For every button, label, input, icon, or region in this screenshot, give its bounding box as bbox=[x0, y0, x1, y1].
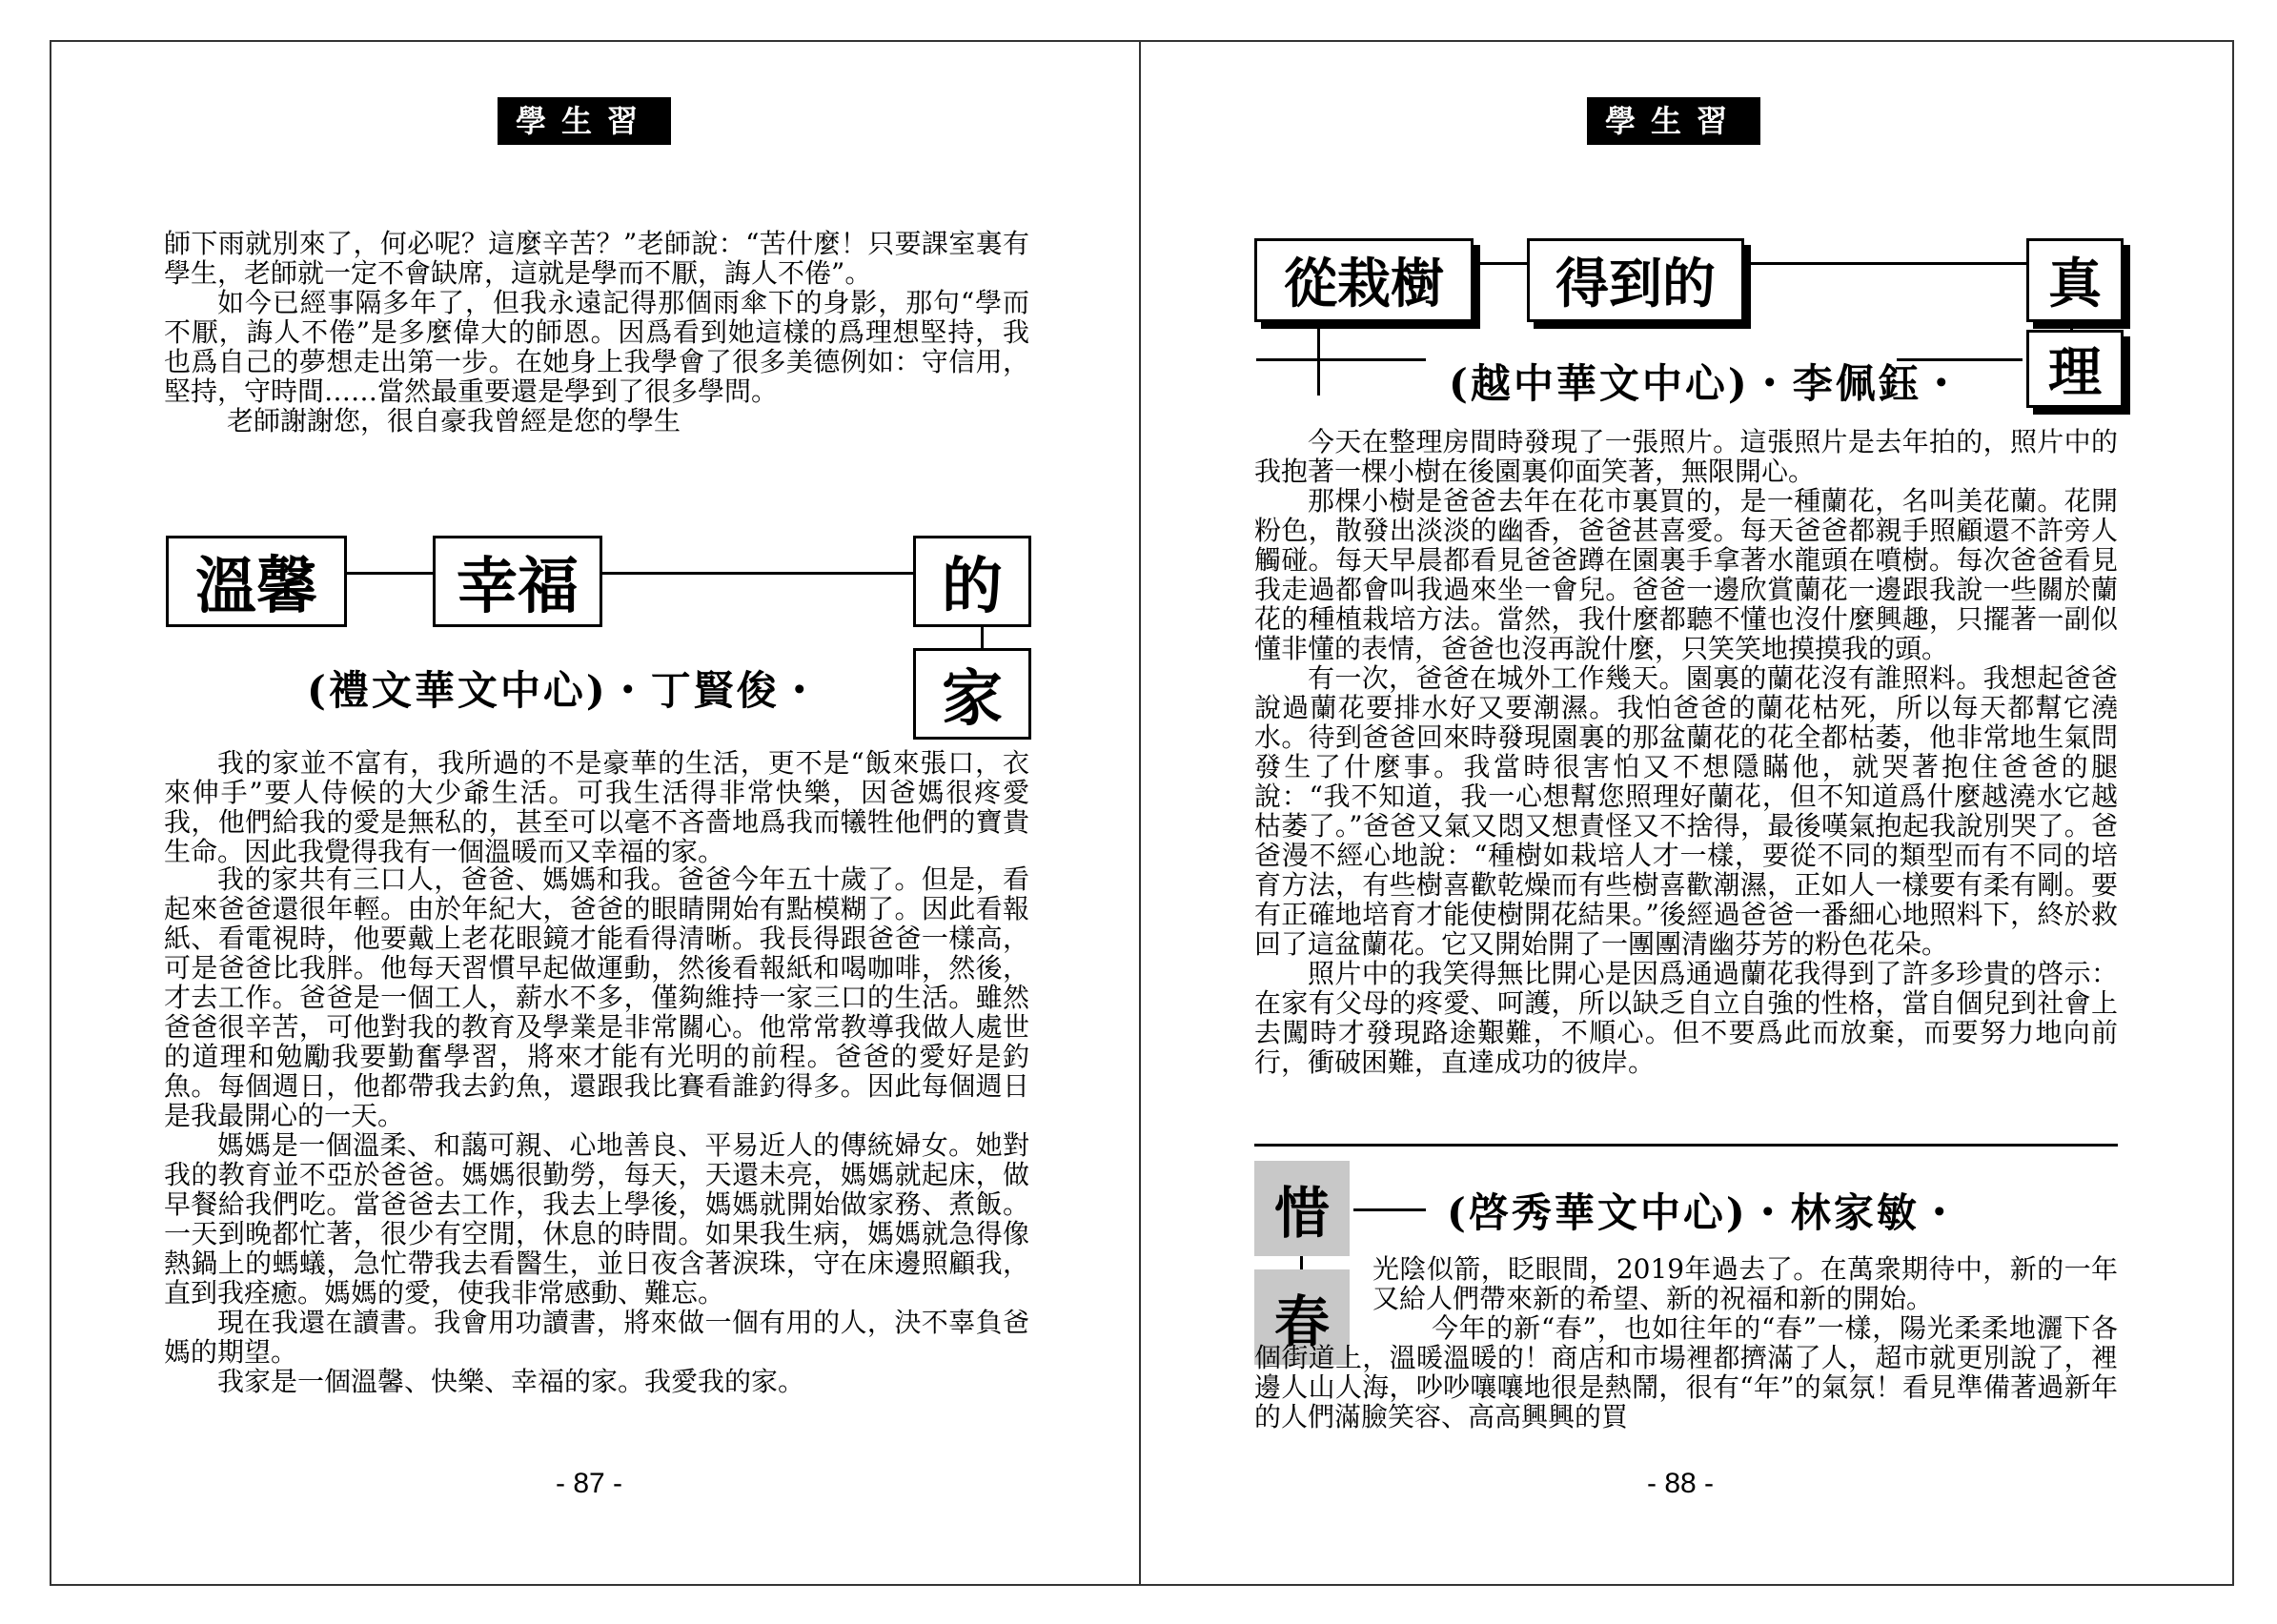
byline: (啓秀華文中心)・林家敏・ bbox=[1447, 1189, 1962, 1236]
section-divider bbox=[1254, 1144, 2118, 1147]
title-connector bbox=[343, 572, 435, 575]
article-text-top bbox=[1372, 1254, 2118, 1313]
title-box-2: 春 bbox=[1254, 1269, 1350, 1365]
title-box-2: 得到的 bbox=[1527, 238, 1744, 322]
paragraph: 如今已經事隔多年了，但我永遠記得那個雨傘下的身影，那句“學而不厭，誨人不倦”是多麼偉大的師恩。因爲看到她這樣的爲理想堅持，我也爲自己的夢想走出第一步。在她身上我學會了很多美德例如：守信用，堅持，守時間……當然最重要還是學到了很多學問。 bbox=[164, 287, 1029, 407]
paragraph: 師下雨就別來了，何必呢？這麼辛苦？”老師說：“苦什麼！只要課室裏有學生，老師就一定不會缺席，這就是學而不厭，誨人不倦”。 bbox=[164, 228, 1029, 289]
title-box-1: 惜 bbox=[1254, 1161, 1350, 1256]
paragraph: 我的家共有三口人，爸爸、媽媽和我。爸爸今年五十歲了。但是，看起來爸爸還很年輕。由於年紀大，爸爸的眼睛開始有點模糊了。因此看報紙、看電視時，他要戴上老花眼鏡才能看得清晰。我長得跟爸爸一樣高，可是爸爸比我胖。他每天習慣早起做運動，然後看報紙和喝咖啡，然後，才去工作。爸爸是一個工人，薪水不多，僅夠維持一家三口的生活。雖然爸爸很辛苦，可他對我的教育及學業是非常關心。他常常教導我做人處世的道理和勉勵我要勤奮學習，將來才能有光明的前程。爸爸的愛好是釣魚。每個週日，他都帶我去釣魚，還跟我比賽看誰釣得多。因此每個週日是我最開心的一天。 bbox=[164, 863, 1029, 1131]
title-connector bbox=[1256, 358, 1426, 361]
title-box-3: 的 bbox=[913, 536, 1031, 627]
title-box-4: 理 bbox=[2026, 330, 2124, 408]
title-connector bbox=[1317, 319, 1320, 396]
title-connector bbox=[1470, 262, 1527, 265]
header-badge: 學生習作 bbox=[498, 97, 671, 145]
title-box-1: 溫馨 bbox=[166, 536, 347, 627]
title-connector bbox=[1353, 1208, 1426, 1211]
article-text-bottom bbox=[1254, 1313, 2118, 1431]
paragraph: 照片中的我笑得無比開心是因爲通過蘭花我得到了許多珍貴的啓示：在家有父母的疼愛、呵護，所以缺乏自立自強的性格，當自個兒到社會上去闖時才發現路途艱難，不順心。但不要爲此而放棄，而要努力地向前行，衝破困難，直達成功的彼岸。 bbox=[1254, 958, 2118, 1078]
page-number: - 88 - bbox=[1647, 1468, 1715, 1499]
article-text bbox=[1254, 427, 2118, 1077]
article-text bbox=[164, 748, 1029, 1396]
byline: (禮文華文中心)・丁賢俊・ bbox=[307, 667, 823, 714]
book-spine bbox=[1139, 40, 1141, 1584]
paragraph: 今年的新“春”，也如往年的“春”一樣，陽光柔柔地灑下各個街道上，溫暖溫暖的！商店和市場裡都擠滿了人，超市就更別說了，裡邊人山人海，吵吵嚷嚷地很是熱鬧，很有“年”的氣氛！看見準備著過新年的人們滿臉笑容、高高興興的買 bbox=[1254, 1312, 2118, 1432]
paragraph: 有一次，爸爸在城外工作幾天。園裏的蘭花沒有誰照料。我想起爸爸說過蘭花要排水好又要潮濕。我怕爸爸的蘭花枯死，所以每天都幫它澆水。待到爸爸回來時發現園裏的那盆蘭花的花全都枯萎，他非常地生氣問發生了什麼事。我當時很害怕又不想隱瞞他，就哭著抱住爸爸的腿說：“我不知道，我一心想幫您照理好蘭花，但不知道爲什麼越澆水它越枯萎了。”爸爸又氣又悶又想責怪又不捨得，最後嘆氣抱起我說別哭了。爸爸漫不經心地說：“種樹如栽培人才一樣，要從不同的類型而有不同的培育方法，有些樹喜歡乾燥而有些樹喜歡潮濕，正如人一樣要有柔有剛。要有正確地培育才能使樹開花結果。”後經過爸爸一番細心地照料下，終於救回了這盆蘭花。它又開始開了一團團清幽芬芳的粉色花朵。 bbox=[1254, 662, 2118, 960]
continuation-text bbox=[164, 229, 1029, 436]
paragraph: 老師謝謝您，很自豪我曾經是您的學生 bbox=[227, 405, 681, 436]
header-badge: 學生習作 bbox=[1587, 97, 1760, 145]
paragraph: 光陰似箭，眨眼間，2019年過去了。在萬衆期待中，新的一年又給人們帶來新的希望、新的祝福和新的開始。 bbox=[1372, 1253, 2118, 1314]
paragraph: 現在我還在讀書。我會用功讀書，將來做一個有用的人，決不辜負爸媽的期望。 bbox=[164, 1307, 1029, 1368]
title-connector bbox=[1740, 262, 2026, 265]
title-connector bbox=[599, 572, 913, 575]
title-connector bbox=[1300, 1256, 1303, 1269]
paragraph: 我的家並不富有，我所過的不是豪華的生活，更不是“飯來張口，衣來伸手”要人侍候的大少爺生活。可我生活得非常快樂，因爸媽很疼愛我，他們給我的愛是無私的，甚至可以毫不吝嗇地爲我而犧牲他們的寶貴生命。因此我覺得我有一個溫暖而又幸福的家。 bbox=[164, 747, 1029, 867]
title-box-2: 幸福 bbox=[433, 536, 602, 627]
paragraph: 我家是一個溫馨、快樂、幸福的家。我愛我的家。 bbox=[217, 1366, 805, 1397]
paragraph: 媽媽是一個溫柔、和藹可親、心地善良、平易近人的傳統婦女。她對我的教育並不亞於爸爸。媽媽很勤勞，每天，天還未亮，媽媽就起床，做早餐給我們吃。當爸爸去工作，我去上學後，媽媽就開始做家務、煮飯。一天到晚都忙著，很少有空閒，休息的時間。如果我生病，媽媽就急得像熱鍋上的螞蟻，急忙帶我去看醫生，並日夜含著淚珠，守在床邊照顧我，直到我痊癒。媽媽的愛，使我非常感動、難忘。 bbox=[164, 1129, 1029, 1309]
paragraph: 那棵小樹是爸爸去年在花市裏買的，是一種蘭花，名叫美花蘭。花開粉色，散發出淡淡的幽香，爸爸甚喜愛。每天爸爸都親手照顧還不許旁人觸碰。每天早晨都看見爸爸蹲在園裏手拿著水龍頭在噴樹。每次爸爸看見我走過都會叫我過來坐一會兒。爸爸一邊欣賞蘭花一邊跟我說一些關於蘭花的種植栽培方法。當然，我什麼都聽不懂也沒什麼興趣，只擺著一副似懂非懂的表情，爸爸也沒再說什麼，只笑笑地摸摸我的頭。 bbox=[1254, 485, 2118, 664]
byline: (越中華文中心)・李佩鈺・ bbox=[1449, 360, 1964, 407]
title-box-1: 從栽樹 bbox=[1254, 238, 1474, 322]
page-number: - 87 - bbox=[556, 1468, 623, 1499]
paragraph: 今天在整理房間時發現了一張照片。這張照片是去年拍的，照片中的我抱著一棵小樹在後園裏仰面笑著，無限開心。 bbox=[1254, 426, 2118, 487]
title-box-4: 家 bbox=[913, 648, 1031, 740]
title-box-3: 真 bbox=[2026, 238, 2124, 322]
